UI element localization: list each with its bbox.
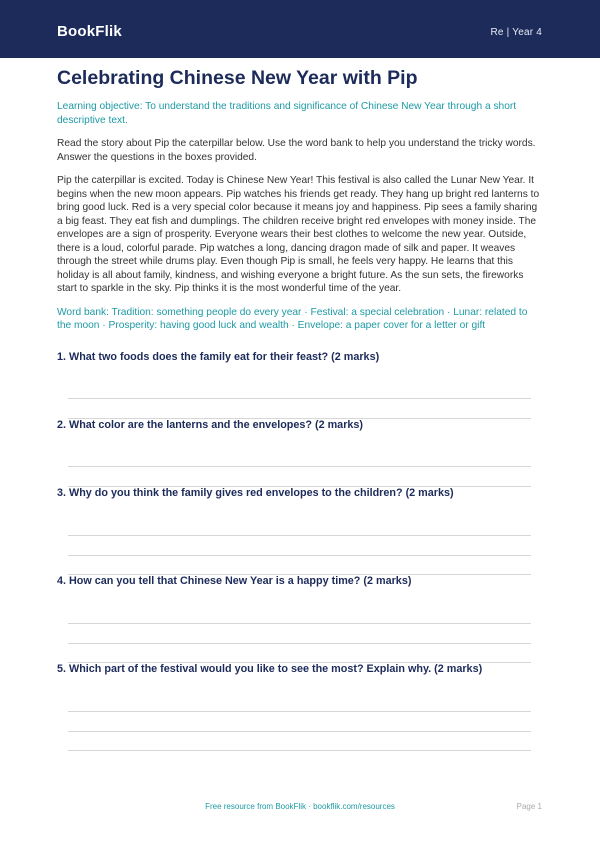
footer-resource-link[interactable]: Free resource from BookFlik · bookflik.com/resources <box>205 802 395 811</box>
question-5: 5. Which part of the festival would you like to see the most? Explain why. (2 marks) <box>57 663 483 675</box>
answer-line-2a[interactable] <box>68 466 531 467</box>
learning-objective: Learning objective: To understand the traditions and significance of Chinese New Year through a short descriptive text. <box>57 101 517 126</box>
header-bar <box>0 0 600 58</box>
answer-line-4a[interactable] <box>68 623 531 624</box>
question-3: 3. Why do you think the family gives red envelopes to the children? (2 marks) <box>57 487 454 499</box>
answer-line-1a[interactable] <box>68 398 531 399</box>
subject-year-label: Re | Year 4 <box>490 27 542 38</box>
answer-line-3b[interactable] <box>68 555 531 556</box>
question-1: 1. What two foods does the family eat for their feast? (2 marks) <box>57 351 380 363</box>
answer-line-5c[interactable] <box>68 750 531 751</box>
word-bank: Word bank: Tradition: something people do every year · Festival: a special celebration · Lunar: related to the moon · Prosperity: having good luck and wealth · Envelope: a paper cover for a letter or gift <box>57 306 528 331</box>
page-number: Page 1 <box>516 802 542 811</box>
brand-logo-text: BookFlik <box>57 23 122 40</box>
page-title: Celebrating Chinese New Year with Pip <box>57 67 418 89</box>
answer-line-5b[interactable] <box>68 731 531 732</box>
instructions-text: Read the story about Pip the caterpillar below. Use the word bank to help you understand the tricky words. Answer the questions in the boxes provided. <box>57 138 536 163</box>
answer-line-3a[interactable] <box>68 535 531 536</box>
answer-line-4b[interactable] <box>68 643 531 644</box>
worksheet-intro <box>57 67 542 333</box>
story-passage: Pip the caterpillar is excited. Today is Chinese New Year! This festival is also called the Lunar New Year. It begins when the new moon appears. Pip watches his friends get ready. They hang up bright red lanterns to bring good luck. Red is a very special color because it means joy and happiness. Pip sees a family sharing a big feast. They eat fish and dumplings. The children receive bright red envelopes with money inside. The envelopes are a sign of prosperity. Everyone wears their best clothes to welcome the new year. Outside, there is a loud, colorful parade. Pip watches a long, dancing dragon made of silk and paper. It weaves through the street while drums play. Even though Pip is small, he feels very happy. He learns that this holiday is all about family, kindness, and wishing everyone a bright future. As the sun sets, the fireworks start to sparkle in the sky. Pip thinks it is the most wonderful time of the year. <box>57 175 540 294</box>
answer-line-5a[interactable] <box>68 711 531 712</box>
question-2: 2. What color are the lanterns and the envelopes? (2 marks) <box>57 419 363 431</box>
question-4: 4. How can you tell that Chinese New Year is a happy time? (2 marks) <box>57 575 412 587</box>
